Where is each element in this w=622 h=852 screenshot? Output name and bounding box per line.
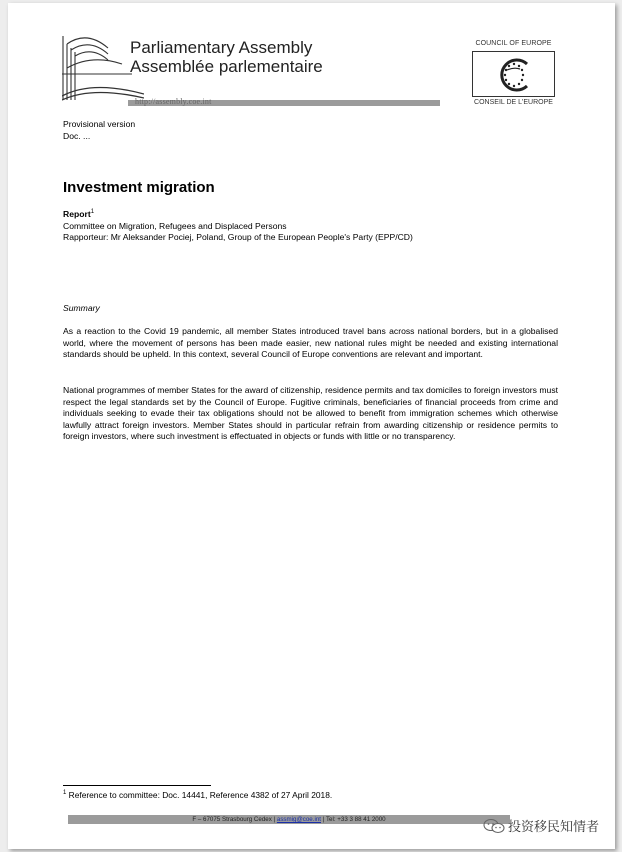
footnote-mark: 1 <box>63 790 67 797</box>
doc-number: Doc. ... <box>63 130 91 141</box>
coe-logo-frame <box>472 51 555 97</box>
summary-heading: Summary <box>63 303 100 313</box>
assembly-url[interactable]: http://assembly.coe.int <box>135 97 212 106</box>
wechat-icon <box>483 818 505 834</box>
footer-telephone: Tel: +33 3 88 41 2000 <box>325 816 386 823</box>
document-meta <box>63 119 135 142</box>
footer-contact <box>68 815 510 824</box>
coe-label-en: COUNCIL OF EUROPE <box>475 40 552 47</box>
coe-stars-emblem-icon <box>493 56 535 94</box>
footer-separator: | <box>321 816 326 823</box>
report-footnote-mark[interactable]: 1 <box>90 209 95 216</box>
summary-paragraph-2: National programmes of member States for the award of citizenship, residence permits and tax domiciles to foreign investors must respect the legal standards set by the Council of Europe. Fugitive criminals, beneficiaries of financial proceeds from crime and individuals seeking to evade their tax obligations should not be allowed to benefit from immigration schemes which otherwise lawfully attract foreign investors. Member States should in particular refrain from awarding citizenship or residence permits to foreign investors, where such investment is effectuated in objects or funds with little or no transparency. <box>63 385 558 441</box>
assembly-title <box>130 38 323 76</box>
footer-bar <box>68 815 510 824</box>
footer-separator: | <box>271 816 277 823</box>
report-label: Report <box>63 209 91 219</box>
footnote <box>63 790 332 800</box>
footer-address: F – 67075 Strasbourg Cedex <box>192 816 272 823</box>
watermark-text: 投资移民知情者 <box>508 819 600 834</box>
report-block <box>63 209 413 244</box>
document-title: Investment migration <box>63 179 215 196</box>
report-heading <box>63 209 413 221</box>
provisional-version-label: Provisional version <box>63 119 136 129</box>
footnote-divider <box>63 785 211 786</box>
footnote-text: Reference to committee: Doc. 14441, Reference 4382 of 27 April 2018. <box>66 790 333 800</box>
council-of-europe-logo <box>472 40 555 107</box>
footer-email-link[interactable]: assmig@coe.int <box>276 816 321 823</box>
wechat-watermark <box>483 816 599 835</box>
committee-line: Committee on Migration, Refugees and Displaced Persons <box>63 220 287 231</box>
coe-label-fr: CONSEIL DE L'EUROPE <box>474 99 553 106</box>
document-page <box>8 3 615 849</box>
assembly-title-fr: Assemblée parlementaire <box>130 57 323 76</box>
summary-paragraph-1: As a reaction to the Covid 19 pandemic, all member States introduced travel bans across national borders, but in a globalised world, where the movement of persons has been made easier, new national rules might be needed and existing international standards should be upheld. In this context, several Council of Europe conventions are relevant and important. <box>63 326 558 359</box>
assembly-title-en: Parliamentary Assembly <box>130 38 313 57</box>
rapporteur-line: Rapporteur: Mr Aleksander Pociej, Poland, Group of the European People's Party (EPP/CD) <box>63 232 413 242</box>
